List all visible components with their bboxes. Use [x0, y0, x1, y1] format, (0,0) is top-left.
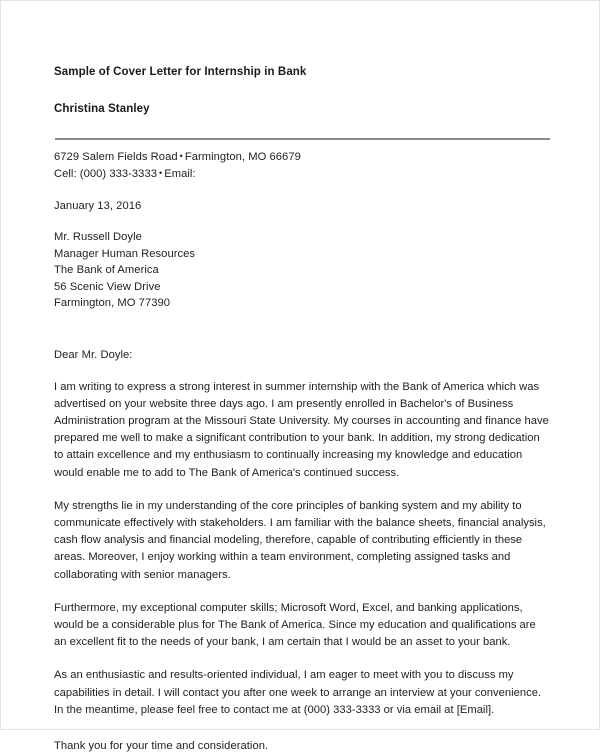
- letter-date: January 13, 2016: [54, 200, 142, 212]
- recipient-company: The Bank of America: [54, 264, 159, 276]
- body-paragraph: Furthermore, my exceptional computer skills; Microsoft Word, Excel, and banking applications, would be a considerable plus for The Bank of America. Since my education and qualifications are an excellent fit to the needs of your bank, I am certain that I would be an asset to your bank.: [54, 601, 536, 649]
- recipient-street: 56 Scenic View Drive: [54, 280, 161, 293]
- sender-street: 6729 Salem Fields Road: [54, 151, 178, 163]
- sender-contact-line: [54, 165, 550, 182]
- header-divider: [55, 138, 550, 140]
- recipient-city-state-zip: Farmington, MO 77390: [54, 297, 171, 309]
- bullet-icon: •: [159, 168, 163, 178]
- sender-contact-block: [54, 148, 550, 182]
- sender-phone: Cell: (000) 333-3333: [54, 168, 157, 180]
- body-paragraph: I am writing to express a strong interest in summer internship with the Bank of America which was advertised on your website three days ago. I am presently enrolled in Bachelor's of Business Administration program at the Missouri State University. My courses in accounting and finance have prepared me well to make a significant contribution to your bank. In addition, my strong dedication to attain excellence and my enthusiasm to continually increasing my knowledge and education would enable me to add to The Bank of America's continued success.: [54, 380, 549, 479]
- document-title: Sample of Cover Letter for Internship in Bank: [54, 66, 307, 78]
- closing-line: Thank you for your time and consideration.: [54, 739, 269, 752]
- body-paragraph: My strengths lie in my understanding of the core principles of banking system and my ability to communicate effectively with stakeholders. I am familiar with the balance sheets, financial analysis, cash flow analysis and financial modeling, therefore, capable of contributing efficiently in these areas. Moreover, I enjoy working within a team environment, completing assigned tasks and collaborating with senior managers.: [54, 499, 546, 581]
- recipient-title: Manager Human Resources: [54, 247, 196, 260]
- sender-email-label: Email:: [164, 168, 196, 180]
- sender-city-state-zip: Farmington, MO 66679: [184, 151, 301, 163]
- salutation: Dear Mr. Doyle:: [54, 348, 133, 361]
- recipient-address-block: [54, 229, 550, 312]
- author-name: Christina Stanley: [54, 103, 150, 115]
- sender-address-line: [54, 148, 550, 165]
- recipient-name: Mr. Russell Doyle: [54, 231, 142, 243]
- document-content: [54, 1, 550, 754]
- bullet-icon: •: [179, 151, 183, 161]
- body-paragraph: As an enthusiastic and results-oriented individual, I am eager to meet with you to discuss my capabilities in detail. I will contact you after one week to arrange an interview at your convenience. In the meantime, please feel free to contact me at (000) 333-3333 or via email at [Email].: [54, 669, 542, 716]
